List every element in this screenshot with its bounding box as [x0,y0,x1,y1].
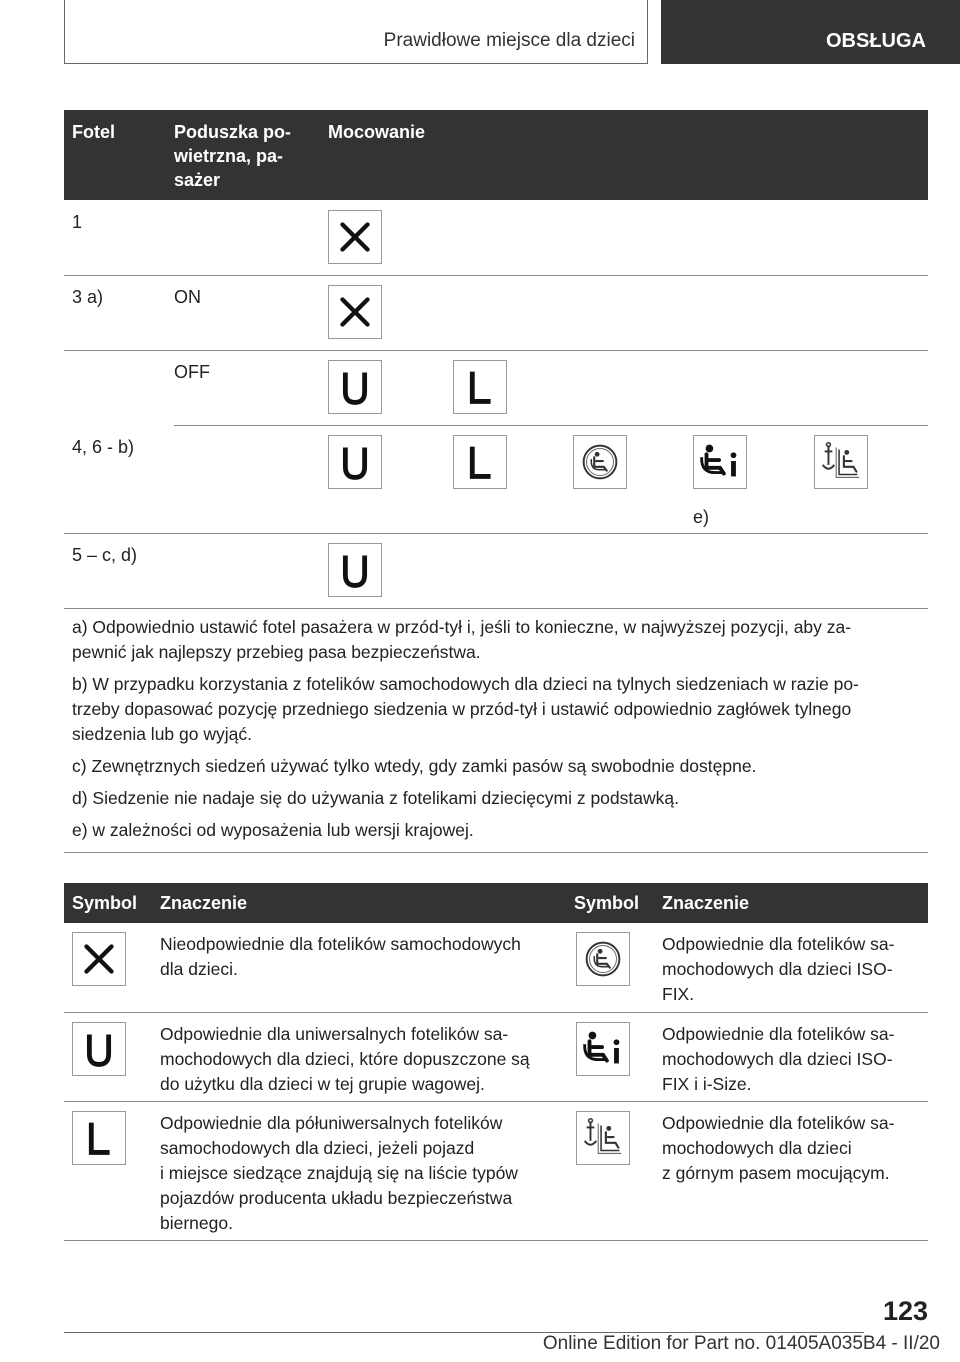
meaning-text: Nieodpowiednie dla fotelików samochodowych dla dzieci. [160,934,521,979]
isofix-icon [576,932,630,986]
table-row [64,425,928,534]
col-symbol-header: Symbol [72,893,138,913]
page-number: 123 [882,1296,928,1326]
header-section-box [64,0,648,64]
meaning-text: Odpowiednie dla półuniwersalnych fotelików samochodowych dla dzieci, jeżeli pojazd i miejsce siedzące znajdują się na liście typów pojazdów producenta układu bezpieczeństwa biernego. [160,1113,518,1233]
isofix-isize-icon [693,435,747,489]
footnote-d: d) Siedzenie nie nadaje się do używania z fotelikami dziecięcymi z podstawką. [72,788,679,808]
divider [64,1240,928,1241]
col-meaning-header: Znaczenie [662,893,750,913]
isofix-icon [573,435,627,489]
footnote-a: a) Odpowiednio ustawić fotel pasażera w przód-tył i, jeśli to konieczne, w najwyższej pozycji, aby za- pewnić jak najlepszy przebieg pasa bezpieczeństwa. [72,617,852,662]
table-row [64,200,928,276]
cross-icon [328,285,382,339]
footnote-b: b) W przypadku korzystania z fotelików samochodowych dla dzieci na tylnych siedzeniach w razie po- trzeby dopasować pozycję przedniego siedzenia w przód-tył i ustawić odpowiednio zagłówek tylnego siedzenia lub go wyjąć. [72,674,859,744]
footnote-c: c) Zewnętrznych siedzeń używać tylko wtedy, gdy zamki pasów są swobodnie dostępne. [72,756,757,776]
semi-universal-l-icon [453,435,507,489]
divider [64,1012,928,1013]
symbol-table-header [64,883,928,923]
semi-universal-l-icon [72,1111,126,1165]
universal-u-icon [328,435,382,489]
col-seat-header: Fotel [72,122,115,142]
top-tether-icon [576,1111,630,1165]
table-row [64,533,928,609]
chapter-title: OBSŁUGA [826,30,926,52]
semi-universal-l-icon [453,360,507,414]
universal-u-icon [328,543,382,597]
airbag-cell: OFF [174,362,210,382]
seat-cell: 3 a) [72,287,104,307]
meaning-text: Odpowiednie dla uniwersalnych fotelików sa- mochodowych dla dzieci, które dopuszczone są do użytku dla dzieci w tej grupie wagowej. [160,1024,530,1094]
meaning-text: Odpowiednie dla fotelików sa- mochodowych dla dzieci ISO- FIX. [662,934,895,1004]
seat-cell: 1 [72,212,83,232]
universal-u-icon [72,1022,126,1076]
universal-u-icon [328,360,382,414]
seat-cell: 4, 6 - b) [72,437,135,457]
edition-footer: Online Edition for Part no. 01405A035B4 - II/20 [542,1333,940,1354]
cross-icon [72,932,126,986]
footnote-e: e) w zależności od wyposażenia lub wersji krajowej. [72,820,474,840]
footnotes [72,615,928,850]
isofix-isize-icon [576,1022,630,1076]
col-meaning-header: Znaczenie [160,893,248,913]
table-row [174,350,928,426]
footnote-ref: e) [693,507,710,527]
section-title: Prawidłowe miejsce dla dzieci [383,30,635,51]
header-chapter-box [661,0,960,64]
table-row [64,275,928,351]
meaning-text: Odpowiednie dla fotelików sa- mochodowych dla dzieci ISO- FIX i i-Size. [662,1024,895,1094]
mounting-table [64,110,928,565]
divider [64,852,928,853]
cross-icon [328,210,382,264]
col-airbag-header: Poduszka po- wietrzna, pa- sażer [174,122,292,190]
col-mounting-header: Mocowanie [328,122,426,142]
col-symbol-header: Symbol [574,893,640,913]
airbag-cell: ON [174,287,201,307]
meaning-text: Odpowiednie dla fotelików sa- mochodowych dla dzieci z górnym pasem mocującym. [662,1113,895,1183]
mounting-table-header [64,110,928,200]
top-tether-icon [814,435,868,489]
divider [64,1101,928,1102]
seat-cell: 5 – c, d) [72,545,138,565]
